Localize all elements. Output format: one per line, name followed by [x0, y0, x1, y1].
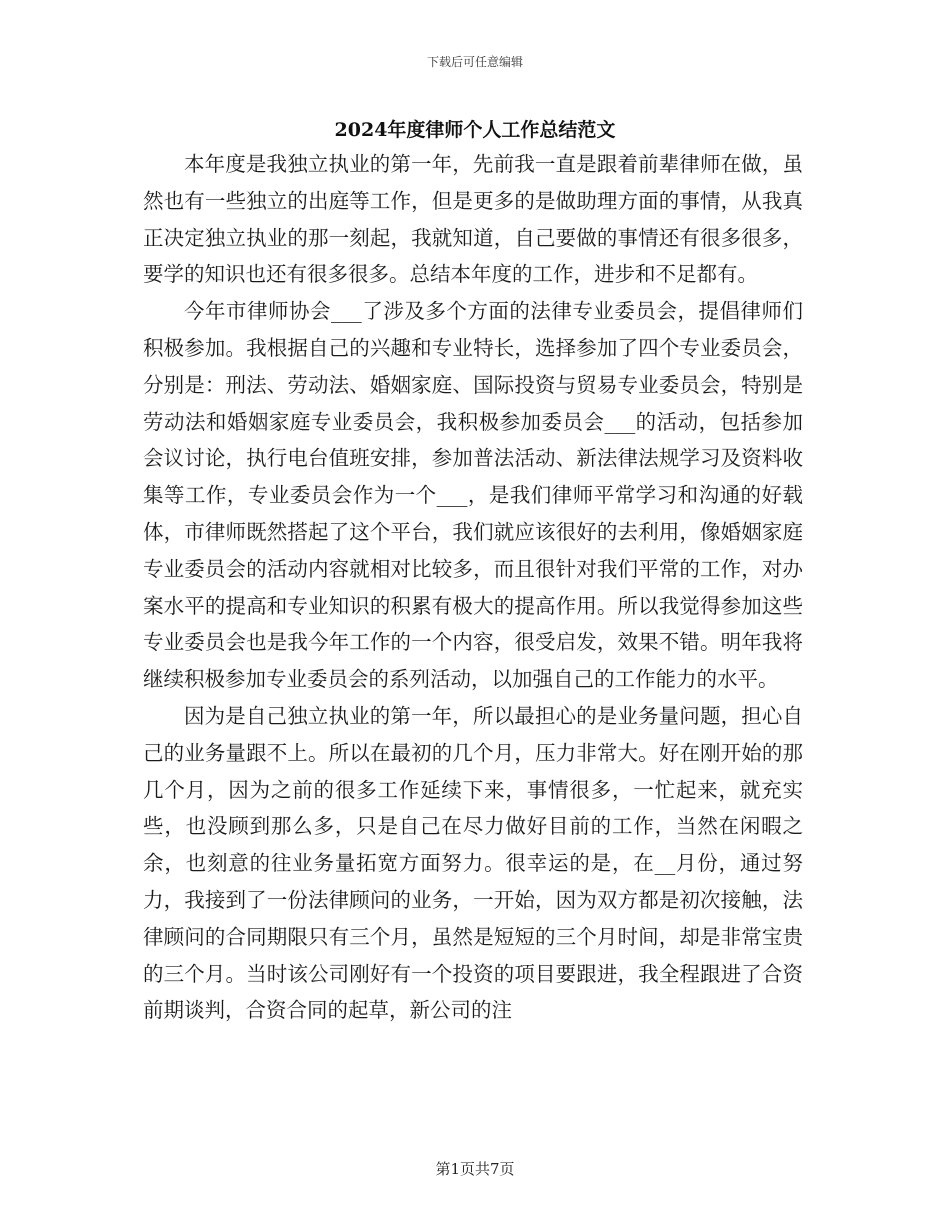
page-number: 第1页共7页	[435, 1160, 515, 1178]
paragraph: 因为是自己独立执业的第一年，所以最担心的是业务量问题，担心自己的业务量跟不上。所以在最初的几个月，压力非常大。好在刚开始的那几个月，因为之前的很多工作延续下来，事情很多，一忙起来，就充实些，也没顾到那么多，只是自己在尽力做好目前的工作，当然在闲暇之余，也刻意的往业务量拓宽方面努力。很幸运的是，在__月份，通过努力，我接到了一份法律顾问的业务，一开始，因为双方都是初次接触，法律顾问的合同期限只有三个月，虽然是短短的三个月时间，却是非常宝贵的三个月。当时该公司刚好有一个投资的项目要跟进，我全程跟进了合资前期谈判，合资合同的起草，新公司的注	[143, 703, 803, 1023]
paragraph: 今年市律师协会___了涉及多个方面的法律专业委员会，提倡律师们积极参加。我根据自己的兴趣和专业特长，选择参加了四个专业委员会，分别是：刑法、劳动法、婚姻家庭、国际投资与贸易专业委员会，特别是劳动法和婚姻家庭专业委员会，我积极参加委员会___的活动，包括参加会议讨论，执行电台值班安排，参加普法活动、新法律法规学习及资料收集等工作，专业委员会作为一个___，是我们律师平常学习和沟通的好载体，市律师既然搭起了这个平台，我们就应该很好的去利用，像婚姻家庭专业委员会的活动内容就相对比较多，而且很针对我们平常的工作，对办案水平的提高和专业知识的积累有极大的提高作用。所以我觉得参加这些专业委员会也是我今年工作的一个内容，很受启发，效果不错。明年我将继续积极参加专业委员会的系列活动，以加强自己的工作能力的水平。	[143, 299, 803, 692]
header-note: 下载后可任意编辑	[426, 55, 523, 69]
document-title: 2024年度律师个人工作总结范文	[334, 119, 616, 141]
document-body	[143, 146, 803, 1029]
paragraph: 本年度是我独立执业的第一年，先前我一直是跟着前辈律师在做，虽然也有一些独立的出庭等工作，但是更多的是做助理方面的事情，从我真正决定独立执业的那一刻起，我就知道，自己要做的事情还有很多很多，要学的知识也还有很多很多。总结本年度的工作，进步和不足都有。	[143, 152, 803, 287]
